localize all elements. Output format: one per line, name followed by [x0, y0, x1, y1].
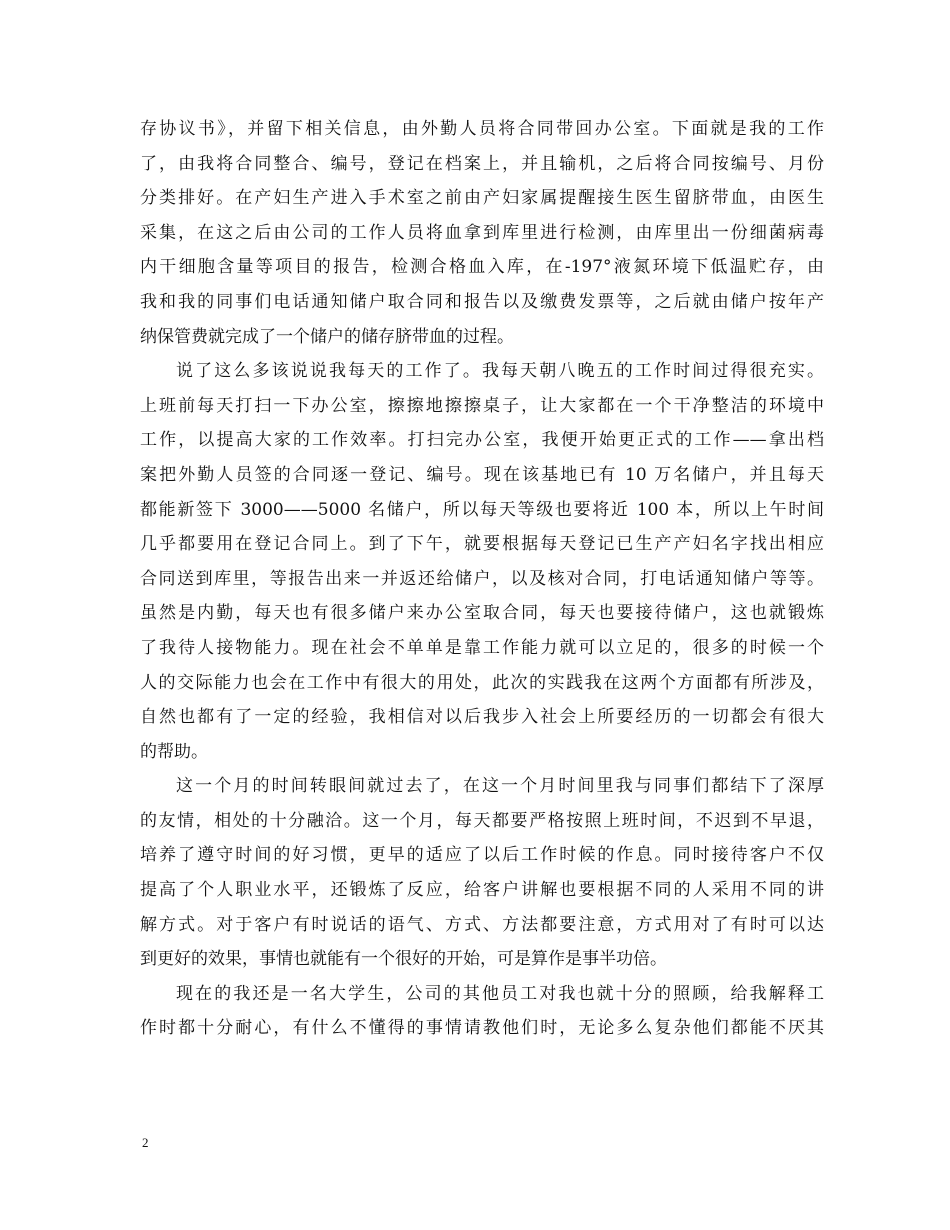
text-line: 纳保管费就完成了一个储户的储存脐带血的过程。	[140, 326, 514, 347]
text-line: 到更好的效果，事情也就能有一个很好的开始，可是算作是事半功倍。	[140, 949, 667, 970]
text-line: 了我待人接物能力。现在社会不单单是靠工作能力就可以立足的，很多的时候一个	[140, 637, 824, 658]
text-line: 采集，在这之后由公司的工作人员将血拿到库里进行检测，由库里出一份细菌病毒	[140, 222, 824, 243]
text-line: 人的交际能力也会在工作中有很大的用处，此次的实践我在这两个方面都有所涉及，	[140, 672, 824, 693]
text-line: 分类排好。在产妇生产进入手术室之前由产妇家属提醒接生医生留脐带血，由医生	[140, 188, 824, 209]
text-line: 内干细胞含量等项目的报告，检测合格血入库，在-197°液氮环境下低温贮存，由	[140, 257, 824, 278]
text-line: 上班前每天打扫一下办公室，擦擦地擦擦桌子，让大家都在一个干净整洁的环境中	[140, 395, 824, 416]
text-line: 解方式。对于客户有时说话的语气、方式、方法都要注意，方式用对了有时可以达	[140, 914, 824, 935]
text-line: 培养了遵守时间的好习惯，更早的适应了以后工作时候的作息。同时接待客户不仅	[140, 845, 824, 866]
text-line: 的帮助。	[140, 741, 208, 762]
paragraph	[140, 769, 824, 977]
text-line: 虽然是内勤，每天也有很多储户来办公室取合同，每天也要接待储户，这也就锻炼	[140, 603, 824, 624]
text-line: 了，由我将合同整合、编号，登记在档案上，并且输机，之后将合同按编号、月份	[140, 153, 824, 174]
paragraph	[140, 112, 824, 354]
text-line: 说了这么多该说说我每天的工作了。我每天朝八晚五的工作时间过得很充实。	[176, 361, 824, 382]
text-line: 几乎都要用在登记合同上。到了下午，就要根据每天登记已生产产妇名字找出相应	[140, 534, 824, 555]
text-line: 都能新签下 3000——5000 名储户，所以每天等级也要将近 100 本，所以上午时间	[140, 499, 824, 520]
text-line: 提高了个人职业水平，还锻炼了反应，给客户讲解也要根据不同的人采用不同的讲	[140, 880, 824, 901]
paragraph	[140, 354, 824, 769]
text-line: 的友情，相处的十分融洽。这一个月，每天都要严格按照上班时间，不迟到不早退，	[140, 810, 824, 831]
text-line: 这一个月的时间转眼间就过去了，在这一个月时间里我与同事们都结下了深厚	[176, 776, 824, 797]
text-line: 作时都十分耐心，有什么不懂得的事情请教他们时，无论多么复杂他们都能不厌其	[140, 1018, 824, 1039]
text-line: 工作，以提高大家的工作效率。打扫完办公室，我便开始更正式的工作——拿出档	[140, 430, 824, 451]
text-line: 现在的我还是一名大学生，公司的其他员工对我也就十分的照顾，给我解释工	[176, 983, 824, 1004]
text-line: 我和我的同事们电话通知储户取合同和报告以及缴费发票等，之后就由储户按年产	[140, 291, 824, 312]
text-line: 自然也都有了一定的经验，我相信对以后我步入社会上所要经历的一切都会有很大	[140, 707, 824, 728]
page-number: 2	[142, 1135, 149, 1150]
paragraph	[140, 977, 824, 1046]
text-line: 存协议书》，并留下相关信息，由外勤人员将合同带回办公室。下面就是我的工作	[140, 119, 824, 139]
text-line: 案把外勤人员签的合同逐一登记、编号。现在该基地已有 10 万名储户，并且每天	[140, 464, 824, 485]
text-line: 合同送到库里，等报告出来一并返还给储户，以及核对合同，打电话通知储户等等。	[140, 568, 824, 589]
body-text	[140, 112, 824, 1046]
